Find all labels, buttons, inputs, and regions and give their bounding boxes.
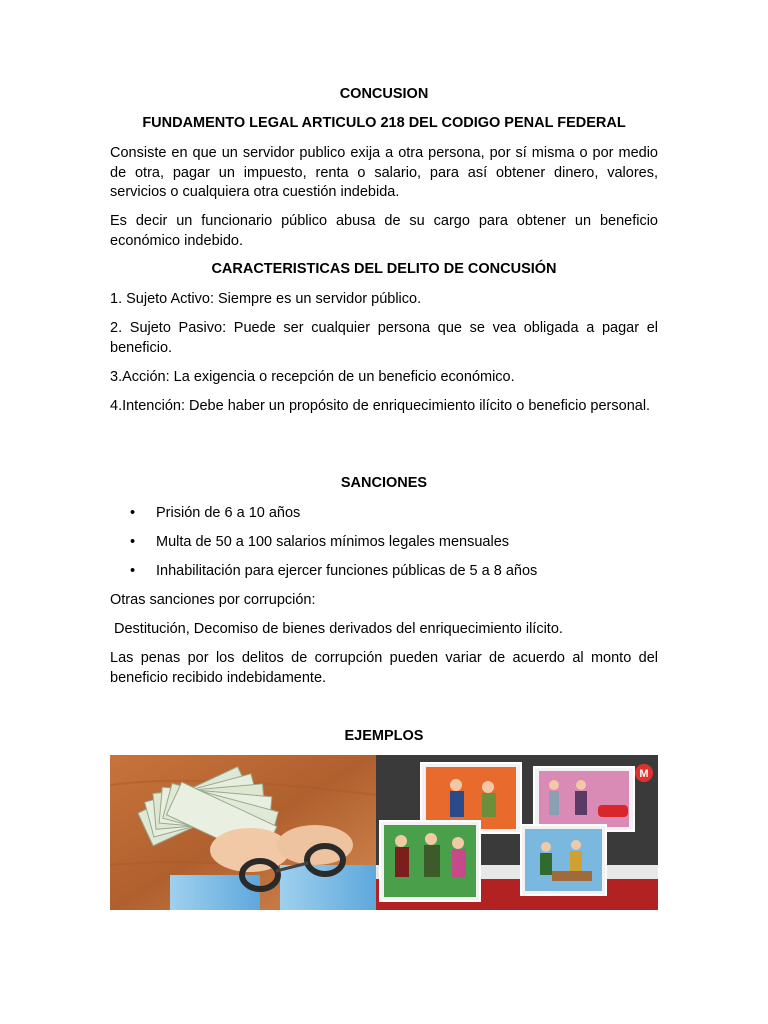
legal-basis-heading: FUNDAMENTO LEGAL ARTICULO 218 DEL CODIGO PENAL FEDERAL (142, 115, 626, 131)
characteristic-item: 4.Intención: Debe haber un propósito de enriquecimiento ilícito o beneficio personal. (110, 398, 651, 414)
collage-illustration (376, 755, 658, 910)
other-sanctions-label: Otras sanciones por corrupción: (110, 592, 316, 608)
definition-paragraph: Consiste en que un servidor publico exija a otra persona, por sí misma o por medio de otra, pagar un impuesto, renta o salario, para así obtener dinero, valores, servicios o cualquiera otra cuestión indebida. (110, 145, 658, 200)
sanction-text: Multa de 50 a 100 salarios mínimos legales mensuales (156, 534, 510, 550)
handcuffs-money-photo (110, 755, 376, 910)
handcuffs-money-illustration (110, 755, 376, 910)
sanction-text: Prisión de 6 a 10 años (156, 505, 301, 521)
document-title: CONCUSION (339, 86, 429, 102)
explanation-paragraph: Es decir un funcionario público abusa de su cargo para obtener un beneficio económico indebido. (110, 213, 658, 249)
characteristic-item: 1. Sujeto Activo: Siempre es un servidor público. (110, 291, 422, 307)
penalties-note: Las penas por los delitos de corrupción pueden variar de acuerdo al monto del beneficio recibido indebidamente. (110, 650, 658, 686)
sanction-bullet-item (130, 504, 650, 523)
sanction-bullet-item (130, 562, 650, 581)
examples-heading: EJEMPLOS (344, 728, 424, 744)
sanction-text: Inhabilitación para ejercer funciones públicas de 5 a 8 años (156, 563, 538, 579)
other-sanctions-text: Destitución, Decomiso de bienes derivados del enriquecimiento ilícito. (114, 621, 563, 637)
sanction-bullet-item (130, 533, 650, 552)
bullet-icon: • (130, 534, 136, 550)
examples-images (110, 755, 658, 910)
sanctions-heading: SANCIONES (340, 475, 428, 491)
characteristic-item: 2. Sujeto Pasivo: Puede ser cualquier persona que se vea obligada a pagar el beneficio. (110, 320, 658, 356)
bullet-icon: • (130, 505, 136, 521)
characteristics-heading: CARACTERISTICAS DEL DELITO DE CONCUSIÓN (211, 261, 557, 277)
logo-letter: M (639, 768, 649, 780)
characteristic-item: 3.Acción: La exigencia o recepción de un beneficio económico. (110, 369, 515, 385)
corruption-illustrations-collage (376, 755, 658, 910)
bullet-icon: • (130, 563, 136, 579)
